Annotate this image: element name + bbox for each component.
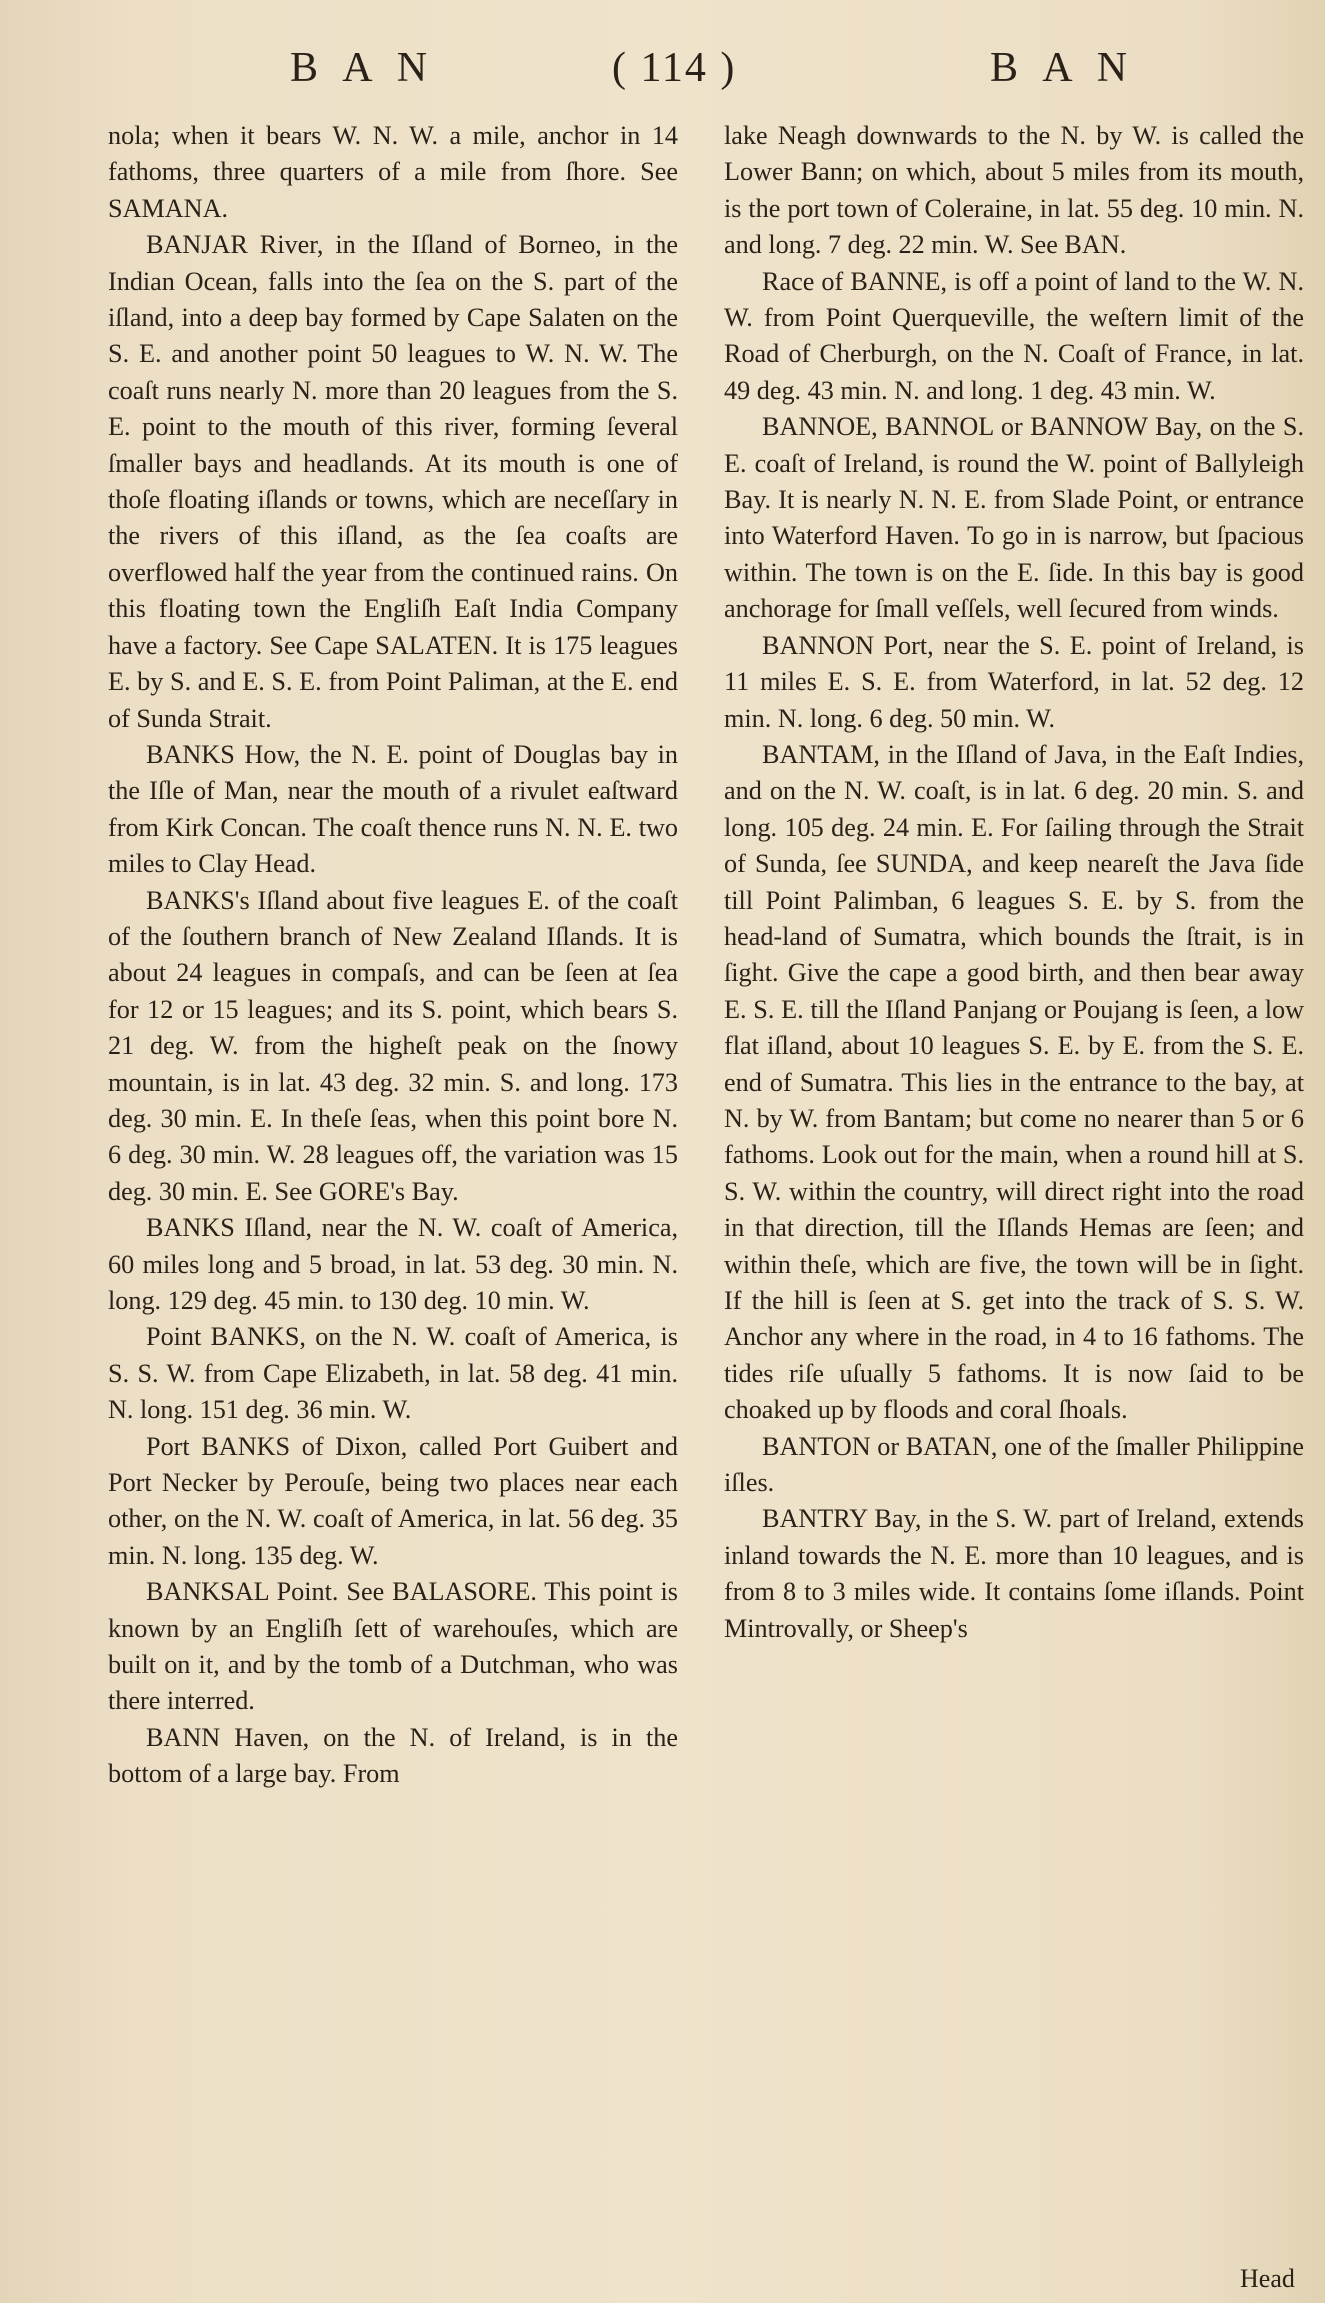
entry-bantry-bay: BANTRY Bay, in the S. W. part of Ireland, extends inland towards the N. E. more than 10 leagues, and is from 8 to 3 miles wide. It contains ſome iſlands. Point Mintrovally, or Sheep's <box>724 1504 1304 1643</box>
page-number: ( 114 ) <box>612 45 737 91</box>
entry-race-of-banne: Race of BANNE, is off a point of land to the W. N. W. from Point Querqueville, the weſtern limit of the Road of Cherburgh, on the N. Coaſt of France, in lat. 49 deg. 43 min. N. and long. 1 deg. 43 min. W. <box>724 266 1304 405</box>
entry-bann-haven: BANN Haven, on the N. of Ireland, is in the bottom of a large bay. From <box>108 1722 678 1789</box>
left-column <box>108 118 678 1793</box>
entry-banton: BANTON or BATAN, one of the ſmaller Philippine iſles. <box>724 1431 1304 1498</box>
entry-bannon-port: BANNON Port, near the S. E. point of Ireland, is 11 miles E. S. E. from Waterford, in lat. 52 deg. 12 min. N. long. 6 deg. 50 min. W. <box>724 630 1304 733</box>
running-header <box>0 44 1325 104</box>
entry-bannoe-bay: BANNOE, BANNOL or BANNOW Bay, on the S. E. coaſt of Ireland, is round the W. point of Ballyleigh Bay. It is nearly N. N. E. from Slade Point, or entrance into Waterford Haven. To go in is narrow, but ſpacious within. The town is on the E. ſide. In this bay is good anchorage for ſmall veſſels, well ſecured from winds. <box>724 412 1304 624</box>
entry-point-banks: Point BANKS, on the N. W. coaſt of America, is S. S. W. from Cape Elizabeth, in lat. 58 deg. 41 min. N. long. 151 deg. 36 min. W. <box>108 1322 678 1425</box>
entry-banks-island-america: BANKS Iſland, near the N. W. coaſt of America, 60 miles long and 5 broad, in lat. 53 deg. 30 min. N. long. 129 deg. 45 min. to 130 deg. 10 min. W. <box>108 1213 678 1315</box>
entry-banks-how: BANKS How, the N. E. point of Douglas bay in the Iſle of Man, near the mouth of a rivulet eaſtward from Kirk Concan. The coaſt thence runs N. N. E. two miles to Clay Head. <box>108 739 678 879</box>
header-left-word: B A N <box>290 45 436 91</box>
catchword: Head <box>1240 2264 1295 2293</box>
right-column <box>724 118 1304 1647</box>
entry-banks-island-nz: BANKS's Iſland about five leagues E. of the coaſt of the ſouthern branch of New Zealand Iſlands. It is about 24 leagues in compaſs, and can be ſeen at ſea for 12 or 15 leagues; and its S. point, which bears S. 21 deg. W. from the higheſt peak on the ſnowy mountain, is in lat. 43 deg. 32 min. S. and long. 173 deg. 30 min. E. In theſe ſeas, when this point bore N. 6 deg. 30 min. W. 28 leagues off, the variation was 15 deg. 30 min. E. See GORE's Bay. <box>108 885 678 1206</box>
entry-banjar-river: BANJAR River, in the Iſland of Borneo, in the Indian Ocean, falls into the ſea on the S. part of the iſland, into a deep bay formed by Cape Salaten on the S. E. and another point 50 leagues to W. N. W. The coaſt runs nearly N. more than 20 leagues from the S. E. point to the mouth of this river, forming ſeveral ſmaller bays and headlands. At its mouth is one of thoſe floating iſlands or towns, which are neceſſary in the rivers of this iſland, as the ſea coaſts are overflowed half the year from the continued rains. On this floating town the Engliſh Eaſt India Company have a factory. See Cape SALATEN. It is 175 leagues E. by S. and E. S. E. from Point Paliman, at the E. end of Sunda Strait. <box>108 230 678 733</box>
header-right-word: B A N <box>990 45 1136 91</box>
entry-banksal-point: BANKSAL Point. See BALASORE. This point is known by an Engliſh ſett of warehouſes, which are built on it, and by the tomb of a Dutchman, who was there interred. <box>108 1577 678 1716</box>
entry-continued-nola: nola; when it bears W. N. W. a mile, anchor in 14 fathoms, three quarters of a mile from ſhore. See SAMANA. <box>108 121 678 223</box>
entry-continued-lake-neagh: lake Neagh downwards to the N. by W. is called the Lower Bann; on which, about 5 miles from its mouth, is the port town of Coleraine, in lat. 55 deg. 10 min. N. and long. 7 deg. 22 min. W. See BAN. <box>724 121 1304 260</box>
entry-port-banks: Port BANKS of Dixon, called Port Guibert and Port Necker by Perouſe, being two places near each other, on the N. W. coaſt of America, in lat. 56 deg. 35 min. N. long. 135 deg. W. <box>108 1431 678 1570</box>
entry-bantam: BANTAM, in the Iſland of Java, in the Eaſt Indies, and on the N. W. coaſt, is in lat. 6 deg. 20 min. S. and long. 105 deg. 24 min. E. For ſailing through the Strait of Sunda, ſee SUNDA, and keep neareſt the Java ſide till Point Palimban, 6 leagues S. E. by S. from the head-land of Sumatra, which bounds the ſtrait, is in ſight. Give the cape a good birth, and then bear away E. S. E. till the Iſland Panjang or Poujang is ſeen, a low flat iſland, about 10 leagues S. E. by E. from the S. E. end of Sumatra. This lies in the entrance to the bay, at N. by W. from Bantam; but come no nearer than 5 or 6 fathoms. Look out for the main, when a round hill at S. S. W. within the country, will direct right into the road in that direction, till the Iſlands Hemas are ſeen; and within theſe, which are five, the town will be in ſight. If the hill is ſeen at S. get into the track of S. S. W. Anchor any where in the road, in 4 to 16 fathoms. The tides riſe uſually 5 fathoms. It is now ſaid to be choaked up by floods and coral ſhoals. <box>724 739 1304 1425</box>
